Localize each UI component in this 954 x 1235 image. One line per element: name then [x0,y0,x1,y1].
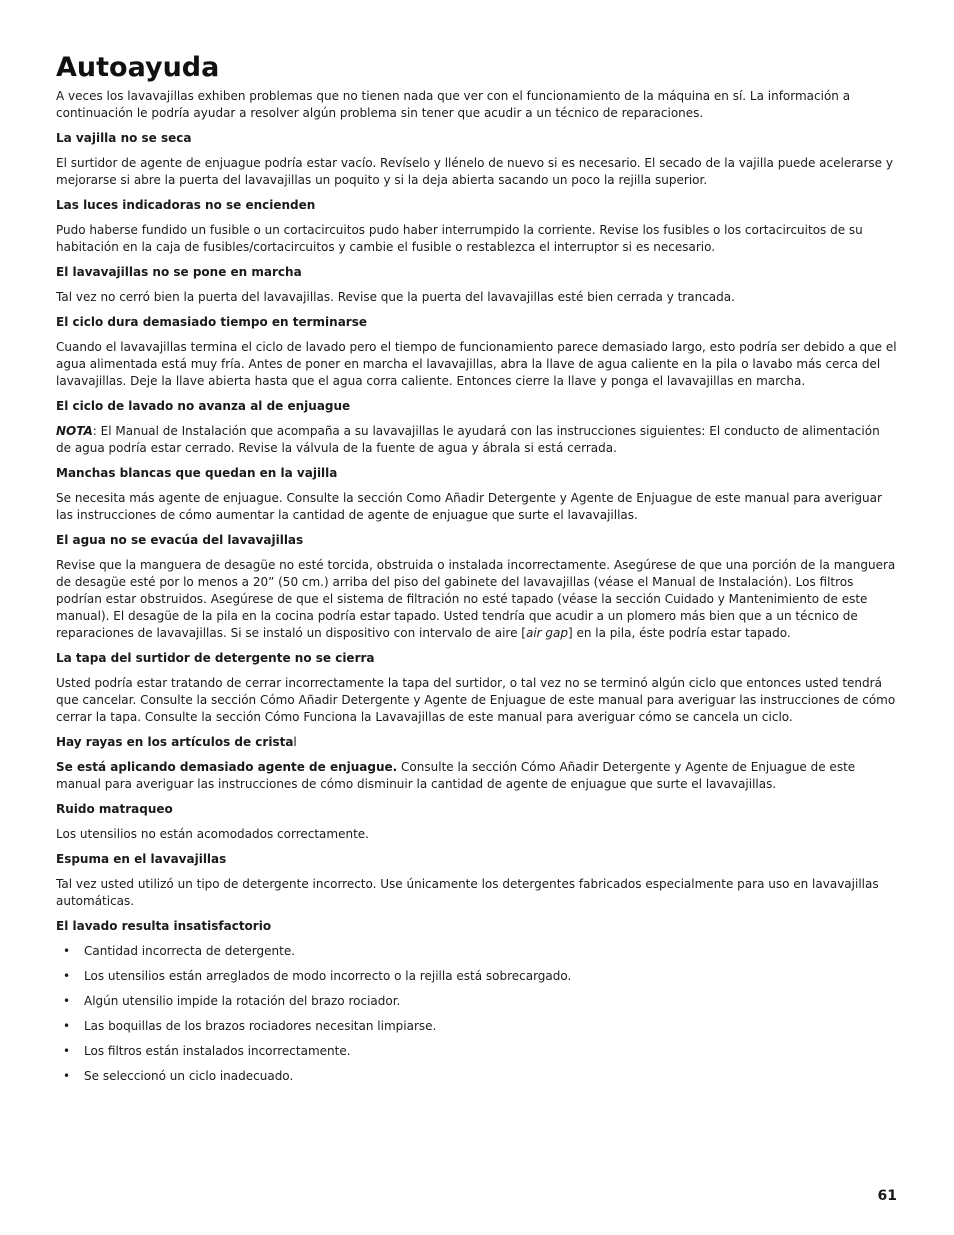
body-glass-streaks [56,759,898,793]
heading-glass-streaks [56,734,898,751]
heading-lights-off: Las luces indicadoras no se encienden [56,198,316,212]
heading-rattling: Ruido matraqueo [56,802,173,816]
note-text: : El Manual de Instalación que acompaña a su lavavajillas le ayudará con las instrucciones siguientes: El conducto de alimentación de agua podría estar cerrado. Revise la válvula de la fuente de agua y ábrala si está cerrada. [56,424,880,455]
body-cycle-too-long: Cuando el lavavajillas termina el ciclo de lavado pero el tiempo de funcionamiento parece demasiado largo, esto podría ser debido a que el agua alimentada está muy fría. Antes de poner en marcha el lavavajillas, abra la llave de agua caliente en la pila o lavabo más cerca del lavavajillas. Deje la llave abierta hasta que el agua corra caliente. Entonces cierre la llave y ponga el lavavajillas en marcha. [56,340,897,388]
no-drain-text-1: Revise que la manguera de desagüe no esté torcida, obstruida o instalada incorrectamente. Asegúrese de que una porción de la manguera de desagüe esté por lo menos a 20” (50 cm.) arriba del piso del gabinete del lavavajillas (véase el Manual de Instalación). Los filtros podrían estar obstruidos. Asegúrese de que el sistema de filtración no esté tapado (véase la sección Cuidado y Mantenimiento de este manual). El desagüe de la pila en la cocina podría estar tapado. Usted tendría que acudir a un plomero más bien que a un técnico de reparaciones de lavavajillas. Si se instaló un dispositivo con intervalo de aire [ [56,558,896,640]
no-drain-text-2: ] en la pila, éste podría estar tapado. [568,626,791,640]
bullet-icon: • [63,1044,71,1058]
heading-lid-not-closing: La tapa del surtidor de detergente no se cierra [56,651,375,665]
glass-streaks-text: Consulte la sección Cómo Añadir Detergente y Agente de Enjuague de este manual para averiguar las instrucciones de cómo disminuir la cantidad de agente de enjuague que surte el lavavajillas. [56,760,856,791]
heading-dishes-not-dry: La vajilla no se seca [56,131,192,145]
list-item: • Los utensilios están arreglados de modo incorrecto o la rejilla está sobrecargado. [63,969,572,983]
bullet-icon: • [63,1019,71,1033]
bullet-icon: • [63,1069,71,1083]
heading-cycle-too-long: El ciclo dura demasiado tiempo en terminarse [56,315,367,329]
body-white-spots: Se necesita más agente de enjuague. Consulte la sección Como Añadir Detergente y Agente de Enjuague de este manual para averiguar las instrucciones de cómo aumentar la cantidad de agente de enjuague que surte el lavavajillas. [56,491,882,522]
heading-foam: Espuma en el lavavajillas [56,852,227,866]
page-title: Autoayuda [56,52,220,83]
note-label: NOTA [56,424,93,438]
page-number: 61 [877,1188,897,1204]
glass-streaks-heading-text: Hay rayas en los artículos de crista [56,735,294,749]
bullet-icon: • [63,944,71,958]
body-lid-not-closing: Usted podría estar tratando de cerrar incorrectamente la tapa del surtidor, o tal vez no se terminó algún ciclo que entonces usted tendrá que cancelar. Consulte la sección Cómo Añadir Detergente y Agente de Enjuague de este manual para averiguar las instrucciones de cómo cerrar la tapa. Consulte la sección Cómo Funciona la Lavavajillas de este manual para averiguar cómo se cancela un ciclo. [56,676,896,724]
list-item: • Cantidad incorrecta de detergente. [63,944,296,958]
body-foam: Tal vez usted utilizó un tipo de detergente incorrecto. Use únicamente los detergentes fabricados especialmente para uso en lavavajillas automáticas. [56,877,879,908]
document-page [56,52,898,1093]
glass-streaks-heading-tail: l [293,735,297,749]
heading-poor-wash: El lavado resulta insatisfactorio [56,919,272,933]
body-lights-off: Pudo haberse fundido un fusible o un cortacircuitos pudo haber interrumpido la corriente. Revise los fusibles o los cortacircuitos de su habitación en la caja de fusibles/cortacircuitos y cambie el fusible o restablezca el interruptor si es necesario. [56,223,863,254]
body-not-starting: Tal vez no cerró bien la puerta del lavavajillas. Revise que la puerta del lavavajillas esté bien cerrada y trancada. [56,290,735,304]
body-rattling: Los utensilios no están acomodados correctamente. [56,827,369,841]
intro-paragraph: A veces los lavavajillas exhiben problemas que no tienen nada que ver con el funcionamiento de la máquina en sí. La información a continuación le podría ayudar a resolver algún problema sin tener que acudir a un técnico de reparaciones. [56,89,851,120]
body-dishes-not-dry: El surtidor de agente de enjuague podría estar vacío. Revíselo y llénelo de nuevo si es necesario. El secado de la vajilla puede acelerarse y mejorarse si abre la puerta del lavavajillas un poquito y si la deja abierta sacando un poco la rejilla superior. [56,156,893,187]
heading-not-starting: El lavavajillas no se pone en marcha [56,265,302,279]
poor-wash-list [56,943,898,1085]
list-item: • Algún utensilio impide la rotación del brazo rociador. [63,994,401,1008]
body-no-rinse [56,423,898,457]
heading-white-spots: Manchas blancas que quedan en la vajilla [56,466,338,480]
bullet-icon: • [63,994,71,1008]
list-item: • Las boquillas de los brazos rociadores necesitan limpiarse. [63,1019,437,1033]
list-item: • Los filtros están instalados incorrectamente. [63,1044,351,1058]
glass-streaks-lead: Se está aplicando demasiado agente de enjuague. [56,760,398,774]
air-gap-term: air gap [525,626,568,640]
heading-no-drain: El agua no se evacúa del lavavajillas [56,533,304,547]
bullet-icon: • [63,969,71,983]
body-no-drain [56,557,898,642]
heading-no-rinse: El ciclo de lavado no avanza al de enjuague [56,399,351,413]
list-item: • Se seleccionó un ciclo inadecuado. [63,1069,294,1083]
